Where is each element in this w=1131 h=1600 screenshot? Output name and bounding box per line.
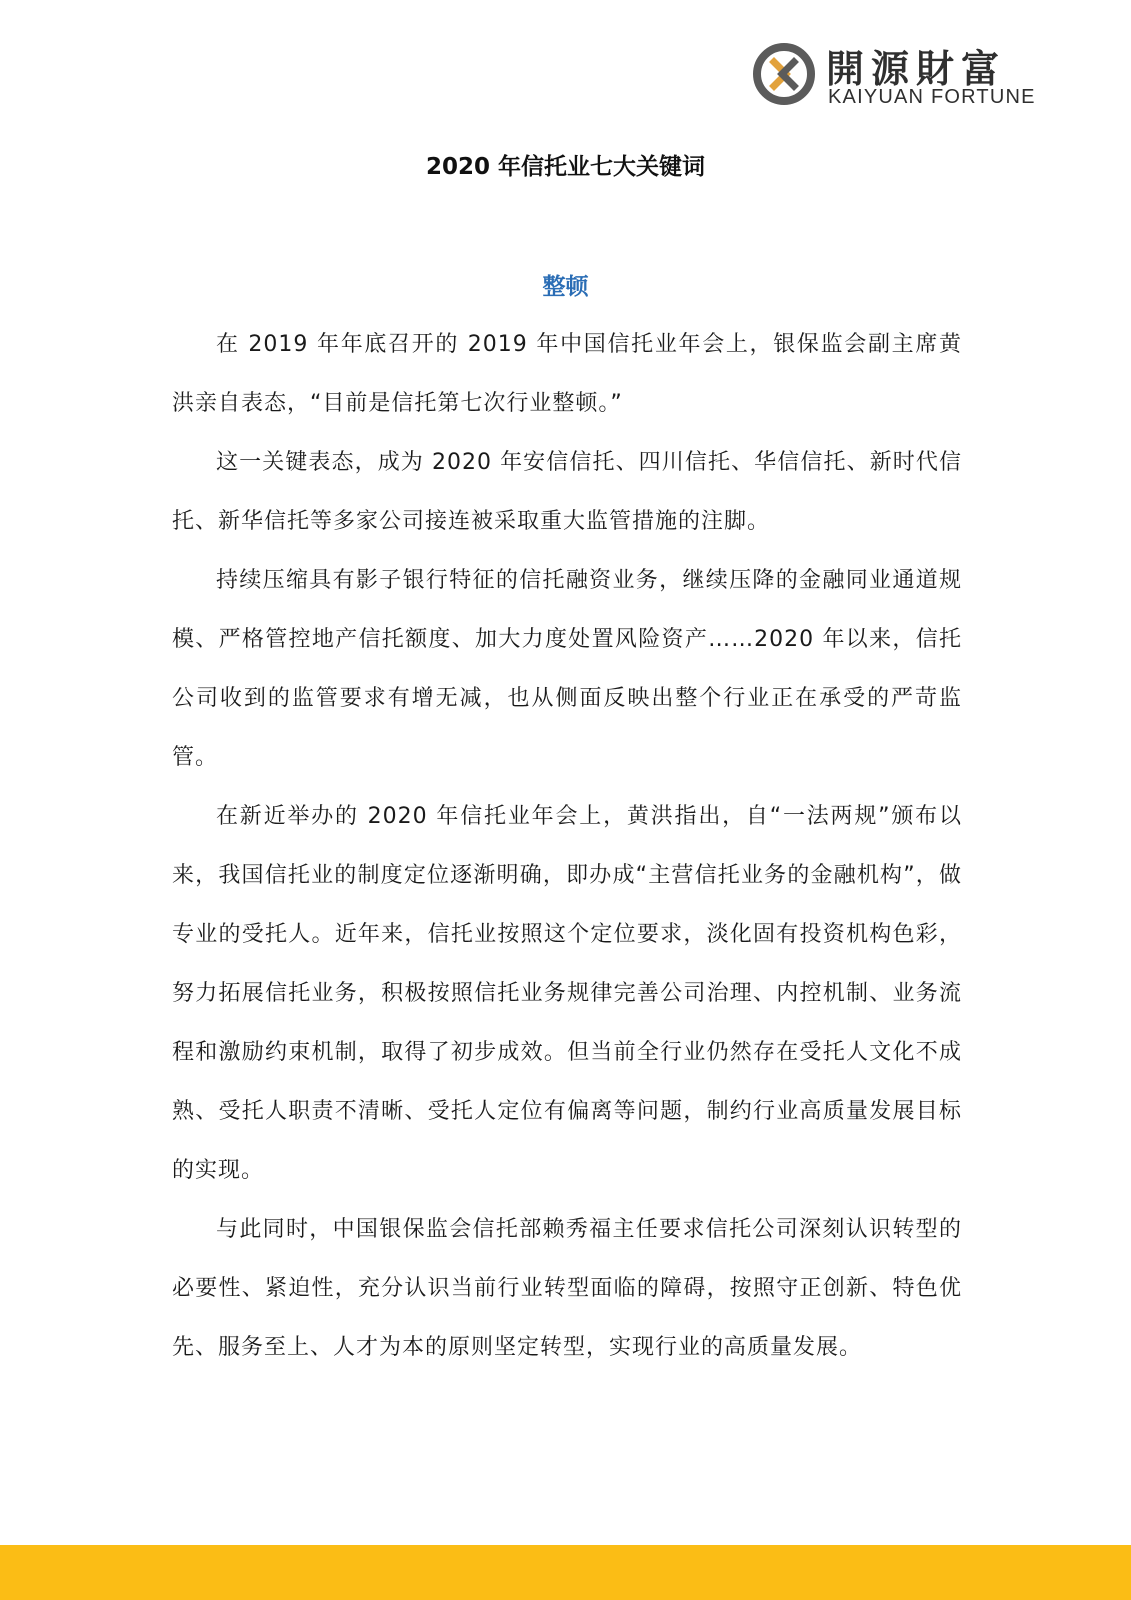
document-title: 2020 年信托业七大关键词 [425, 154, 706, 180]
kaiyuan-logo-icon [752, 42, 816, 106]
footer-bar [0, 1545, 1131, 1600]
logo-name-english: KAIYUAN FORTUNE [828, 86, 1036, 108]
paragraph: 这一关键表态，成为 2020 年安信信托、四川信托、华信信托、新时代信托、新华信托等多家公司接连被采取重大监管措施的注脚。 [172, 450, 962, 534]
section-heading: 整顿 [542, 274, 589, 300]
paragraph: 与此同时，中国银保监会信托部赖秀福主任要求信托公司深刻认识转型的必要性、紧迫性，充分认识当前行业转型面临的障碍，按照守正创新、特色优先、服务至上、人才为本的原则坚定转型，实现行业的高质量发展。 [172, 1217, 962, 1360]
company-logo [752, 40, 1052, 110]
logo-name-chinese: 開源財富 [826, 47, 1007, 91]
paragraph: 在 2019 年年底召开的 2019 年中国信托业年会上，银保监会副主席黄洪亲自表态，“目前是信托第七次行业整顿。” [172, 332, 962, 416]
paragraph: 持续压缩具有影子银行特征的信托融资业务，继续压降的金融同业通道规模、严格管控地产信托额度、加大力度处置风险资产……2020 年以来，信托公司收到的监管要求有增无减，也从侧面反映出整个行业正在承受的严苛监管。 [172, 568, 962, 770]
paragraph: 在新近举办的 2020 年信托业年会上，黄洪指出，自“一法两规”颁布以来，我国信托业的制度定位逐渐明确，即办成“主营信托业务的金融机构”，做专业的受托人。近年来，信托业按照这个定位要求，淡化固有投资机构色彩，努力拓展信托业务，积极按照信托业务规律完善公司治理、内控机制、业务流程和激励约束机制，取得了初步成效。但当前全行业仍然存在受托人文化不成熟、受托人职责不清晰、受托人定位有偏离等问题，制约行业高质量发展目标的实现。 [172, 804, 962, 1183]
article-body [172, 315, 962, 1377]
